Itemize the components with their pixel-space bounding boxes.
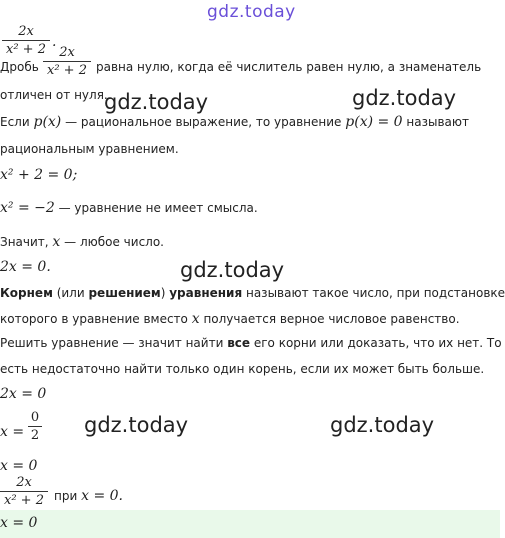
- solve-line2: есть недостаточно найти только один корень, если их может быть больше.: [0, 362, 485, 376]
- watermark: gdz.today: [352, 86, 457, 110]
- watermark: gdz.today: [330, 413, 435, 437]
- p1-fraction: [43, 45, 91, 78]
- fraction-numerator: 0: [30, 410, 40, 425]
- def-line1: [0, 286, 505, 300]
- last-fraction: [0, 475, 48, 508]
- def-line2-post: получается верное числовое равенство.: [203, 312, 460, 326]
- def-t1: (или: [52, 286, 89, 300]
- eq6-lhs: x =: [0, 424, 25, 440]
- fraction-denominator: x² + 2: [47, 63, 87, 78]
- p2-line1: [0, 114, 469, 130]
- eq6-fraction: [28, 410, 42, 443]
- eq3-text: — любое число.: [64, 235, 164, 249]
- eq7: x = 0: [0, 458, 38, 474]
- def-w2: решением: [88, 286, 161, 300]
- solve-line1: [0, 336, 502, 350]
- eq3-pre: Значит,: [0, 235, 49, 249]
- p2-pre: Если: [0, 115, 30, 129]
- def-line2-pre: которого в уравнение вместо: [0, 312, 188, 326]
- def-line2-var: x: [191, 311, 200, 327]
- watermark: gdz.today: [104, 90, 209, 114]
- def-t2: ): [160, 286, 170, 300]
- p1-line2: отличен от нуля.: [0, 88, 108, 102]
- p1-post: равна нулю, когда её числитель равен нулю, а знаменатель: [96, 60, 482, 74]
- eq4: 2x = 0.: [0, 259, 51, 275]
- eq2-text: — уравнение не имеет смысла.: [58, 201, 258, 215]
- watermark: gdz.today: [207, 2, 296, 22]
- solve-bold: все: [227, 336, 251, 350]
- last-text-label: при: [54, 489, 78, 503]
- def-t3: называют такое число, при подстановке: [242, 286, 505, 300]
- eq2-expr: x² = −2: [0, 200, 55, 216]
- top-fraction-dot: .: [52, 34, 57, 50]
- eq2: [0, 200, 258, 216]
- fraction-denominator: 2: [30, 428, 40, 443]
- p2-post: называют: [406, 115, 469, 129]
- fraction-numerator: 2x: [18, 24, 34, 39]
- answer: x = 0: [0, 515, 38, 531]
- eq5: 2x = 0: [0, 386, 47, 402]
- solve-pre: Решить уравнение — значит найти: [0, 336, 228, 350]
- watermark: gdz.today: [84, 413, 189, 437]
- fraction-denominator: x² + 2: [4, 493, 44, 508]
- p2-line2: рациональным уравнением.: [0, 142, 179, 156]
- eq3: [0, 234, 164, 250]
- def-w3: уравнения: [169, 286, 243, 300]
- eq3-var: x: [52, 234, 61, 250]
- p2-expr2: p(x) = 0: [345, 114, 403, 130]
- answer-highlight: [0, 510, 500, 538]
- last-text: [54, 488, 123, 504]
- p2-mid: — рациональное выражение, то уравнение: [65, 115, 342, 129]
- def-w1: Корнем: [0, 286, 53, 300]
- last-cond: x = 0.: [81, 488, 123, 504]
- p1-pre: Дробь: [0, 60, 39, 74]
- fraction-numerator: 2x: [59, 45, 75, 60]
- solve-post: его корни или доказать, что их нет. То: [250, 336, 502, 350]
- fraction-numerator: 2x: [16, 475, 32, 490]
- eq1: x² + 2 = 0;: [0, 167, 78, 183]
- watermark: gdz.today: [180, 258, 285, 282]
- fraction-denominator: x² + 2: [6, 42, 46, 57]
- def-line2: [0, 311, 460, 327]
- p2-expr1: p(x): [33, 114, 62, 130]
